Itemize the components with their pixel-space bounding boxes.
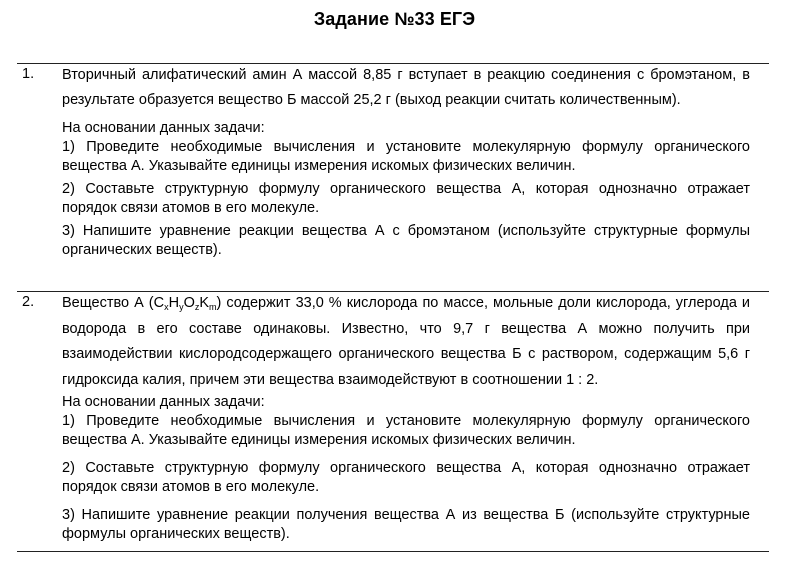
- task-basis-label: На основании данных задачи:: [62, 120, 265, 136]
- task-condition: [62, 291, 750, 393]
- formula-element-k: K: [199, 295, 210, 311]
- page-title: Задание №33 ЕГЭ: [313, 9, 476, 29]
- task-basis-label: На основании данных задачи:: [62, 394, 265, 410]
- task-condition-prefix: Вещество А (C: [62, 295, 165, 311]
- formula-element-o: O: [183, 295, 195, 311]
- task-item: 3) Напишите уравнение реакции получения вещества А из вещества Б (используйте структурные формулы органических веществ).: [62, 507, 750, 542]
- task-item: 2) Составьте структурную формулу органического вещества А, которая однозначно отражает порядок связи атомов в его молекуле.: [62, 460, 750, 495]
- formula-subscript-y: y: [179, 302, 184, 312]
- task-condition: Вторичный алифатический амин А массой 8,85 г вступает в реакцию соединения с бромэтаном, в результате образуется вещество Б массой 25,2 г (выход реакции считать количественным).: [62, 67, 750, 108]
- task-number: 2.: [22, 294, 35, 310]
- task-item: 3) Напишите уравнение реакции вещества А с бромэтаном (используйте структурные формулы органических веществ).: [62, 223, 750, 258]
- task-item: 1) Проведите необходимые вычисления и установите молекулярную формулу органического вещества А. Указывайте единицы измерения искомых физических величин.: [62, 413, 750, 448]
- task-item: 2) Составьте структурную формулу органического вещества А, которая однозначно отражает порядок связи атомов в его молекуле.: [62, 181, 750, 216]
- formula-subscript-z: z: [194, 302, 200, 312]
- table-rule-bottom: [17, 551, 769, 552]
- task-item: 1) Проведите необходимые вычисления и установите молекулярную формулу органического вещества А. Указывайте единицы измерения искомых физических величин.: [62, 139, 750, 174]
- task-1: [62, 63, 750, 264]
- formula-subscript-x: x: [164, 302, 169, 312]
- task-2: [62, 291, 750, 544]
- task-condition-rest: ) содержит 33,0 % кислорода по массе, мольные доли кислорода, углерода и водорода в его составе одинаковы. Известно, что 9,7 г вещества А можно получить при взаимодействии кислородсодержащего органического вещества Б с раствором, содержащим 5,6 г гидроксида калия, причем эти вещества взаимодействуют в соотношении 1 : 2.: [62, 295, 750, 388]
- formula-subscript-m: m: [209, 302, 217, 312]
- formula-element-h: H: [168, 295, 180, 311]
- task-number: 1.: [22, 66, 35, 82]
